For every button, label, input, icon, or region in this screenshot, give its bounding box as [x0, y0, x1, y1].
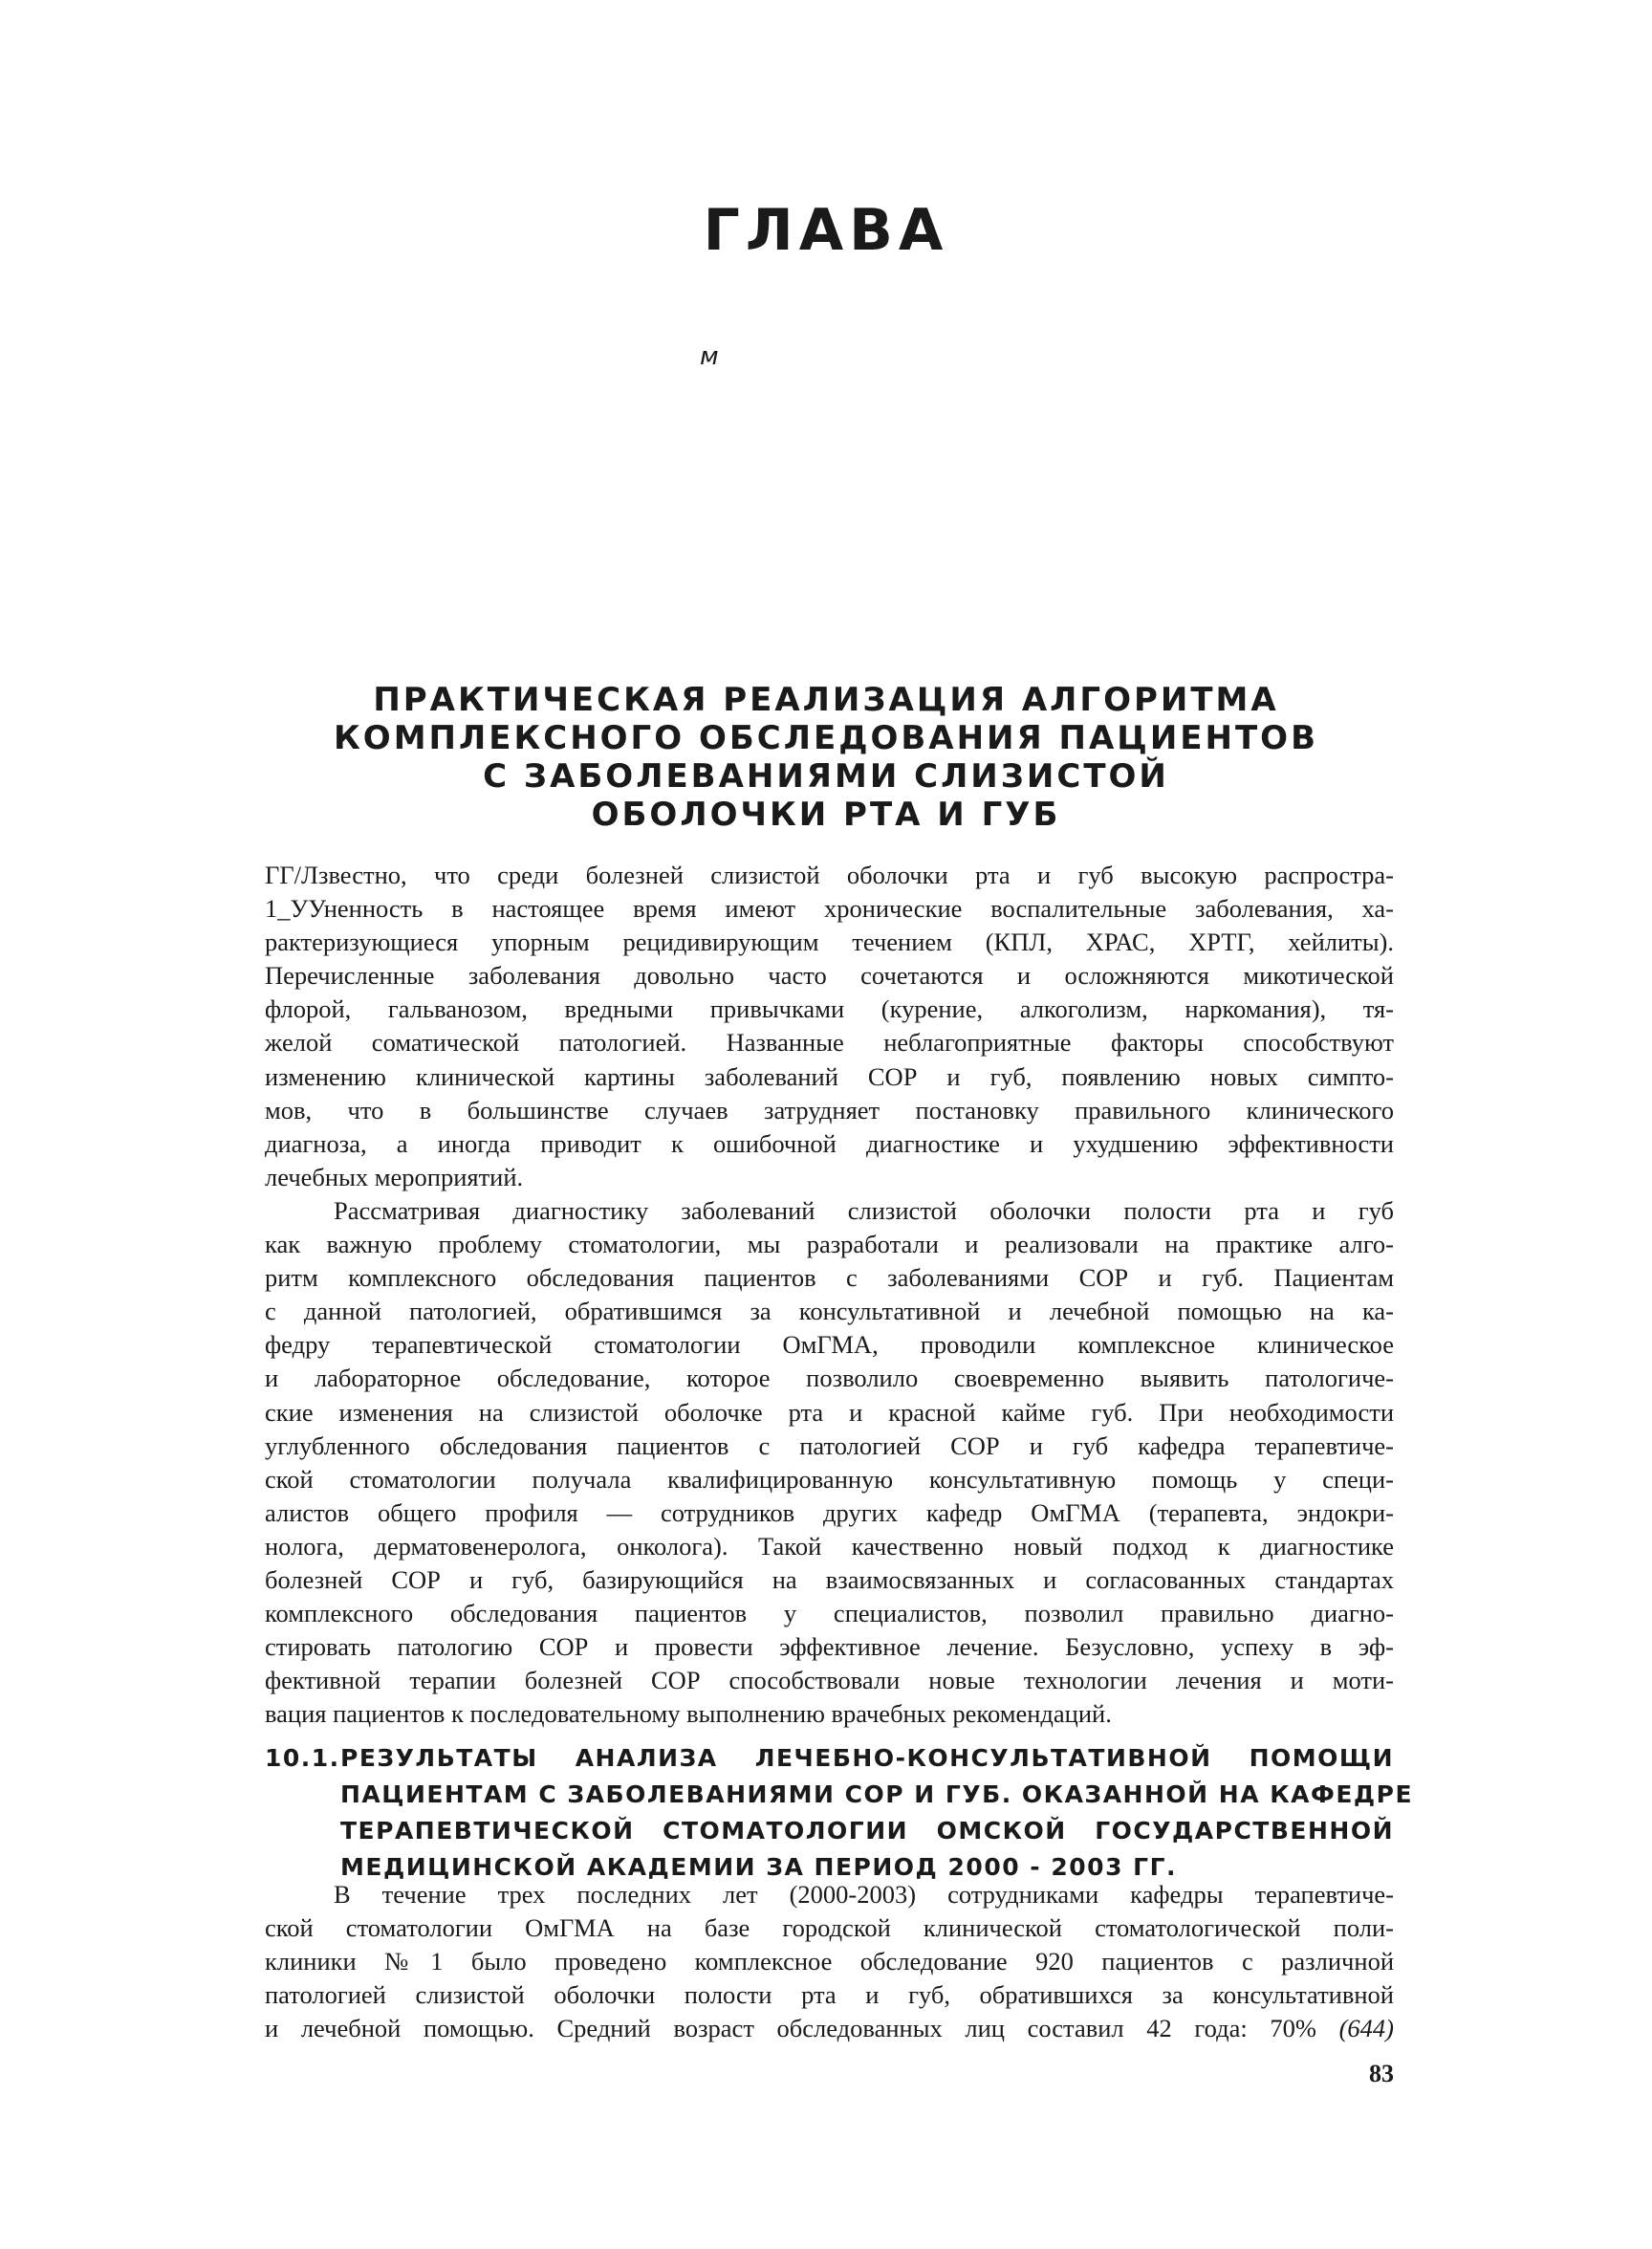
text-line: [265, 2012, 1394, 2045]
text-line: В течение трех последних лет (2000-2003) сотрудниками кафедры терапевтиче-: [334, 1880, 1394, 1909]
chapter-title-line: ПРАКТИЧЕСКАЯ РЕАЛИЗАЦИЯ АЛГОРИТМА: [373, 681, 1279, 719]
text-line: стировать патологию СОР и провести эффективное лечение. Безусловно, успеху в эф-: [265, 1632, 1394, 1662]
text-line: рактеризующиеся упорным рецидивирующим течением (КПЛ, ХРАС, ХРТГ, хейлиты).: [265, 928, 1394, 957]
intro-paragraph: [265, 859, 1394, 1194]
text-segment: и лечебной помощью. Средний возраст обследованных лиц составил 42 года: 70%: [265, 2014, 1316, 2043]
text-line: болезней СОР и губ, базирующийся на взаимосвязанных и согласованных стандартах: [265, 1564, 1394, 1594]
text-line: ской стоматологии получала квалифицированную консультативную помощь у специ-: [265, 1464, 1394, 1494]
text-line: патологией слизистой оболочки полости рта и губ, обратившихся за консультативной: [265, 1980, 1394, 2010]
text-line: ской стоматологии ОмГМА на базе городской клинической стоматологической поли-: [265, 1913, 1394, 1943]
section-title-line: ПАЦИЕНТАМ С ЗАБОЛЕВАНИЯМИ СОР И ГУБ. ОКАЗАННОЙ НА КАФЕДРЕ: [340, 1780, 1414, 1808]
section-title-line: РЕЗУЛЬТАТЫ АНАЛИЗА ЛЕЧЕБНО-КОНСУЛЬТАТИВНОЙ ПОМОЩИ: [340, 1744, 1394, 1772]
chapter-label: ГЛАВА: [703, 197, 949, 264]
text-line: федру терапевтической стоматологии ОмГМА, проводили комплексное клиническое: [265, 1330, 1394, 1360]
text-line: диагноза, а иногда приводит к ошибочной диагностике и ухудшению эффективности: [265, 1128, 1394, 1158]
text-line: флорой, гальванозом, вредными привычками (курение, алкоголизм, наркомания), тя-: [265, 994, 1394, 1024]
intro-text: [265, 859, 1394, 1731]
section-body: [265, 1878, 1394, 2045]
chapter-title-line: С ЗАБОЛЕВАНИЯМИ СЛИЗИСТОЙ: [483, 757, 1169, 796]
chapter-mark: м: [700, 342, 719, 371]
text-line: ГГ/Лзвестно, что среди болезней слизистой оболочки рта и губ высокую распростра-: [265, 861, 1394, 889]
text-line: как важную проблему стоматологии, мы разработали и реализовали на практике алго-: [265, 1230, 1394, 1259]
text-line: с данной патологией, обратившимся за консультативной и лечебной помощью на ка-: [265, 1297, 1394, 1326]
section-title-line: МЕДИЦИНСКОЙ АКАДЕМИИ ЗА ПЕРИОД 2000 - 2003 ГГ.: [340, 1853, 1178, 1881]
text-line: Рассматривая диагностику заболеваний слизистой оболочки полости рта и губ: [334, 1195, 1394, 1225]
text-line: ритм комплексного обследования пациентов с заболеваниями СОР и губ. Пациентам: [265, 1263, 1394, 1293]
page-number: 83: [1369, 2060, 1394, 2087]
section-number: 10.1.: [265, 1744, 340, 1772]
intro-paragraph: [265, 1194, 1394, 1732]
text-line: 1_УУненность в настоящее время имеют хронические воспалительные заболевания, ха-: [265, 894, 1394, 924]
text-line: комплексного обследования пациентов у специалистов, позволил правильно диагно-: [265, 1599, 1394, 1628]
text-line: вация пациентов к последовательному выполнению врачебных рекомендаций.: [265, 1699, 1112, 1729]
text-line: Перечисленные заболевания довольно часто сочетаются и осложняются микотической: [265, 961, 1394, 991]
chapter-title-line: ОБОЛОЧКИ РТА И ГУБ: [591, 796, 1061, 834]
section-title: [340, 1740, 1414, 1886]
section-title-line: ТЕРАПЕВТИЧЕСКОЙ СТОМАТОЛОГИИ ОМСКОЙ ГОСУДАРСТВЕННОЙ: [340, 1817, 1394, 1845]
text-line: лечебных мероприятий.: [265, 1162, 524, 1191]
text-line: углубленного обследования пациентов с патологией СОР и губ кафедра терапевтиче-: [265, 1430, 1394, 1460]
text-line: клиники №1 было проведено комплексное обследование 920 пациентов с различной: [265, 1947, 1394, 1976]
text-line: изменению клинической картины заболеваний СОР и губ, появлению новых симпто-: [265, 1061, 1394, 1091]
text-line: алистов общего профиля — сотрудников других кафедр ОмГМА (терапевта, эндокри-: [265, 1497, 1394, 1527]
chapter-title-line: КОМПЛЕКСНОГО ОБСЛЕДОВАНИЯ ПАЦИЕНТОВ: [334, 719, 1318, 757]
italic-count: (644): [1338, 2014, 1395, 2043]
text-line: ские изменения на слизистой оболочке рта и красной кайме губ. При необходимости: [265, 1397, 1394, 1427]
text-line: желой соматической патологией. Названные неблагоприятные факторы способствуют: [265, 1028, 1394, 1058]
text-line: фективной терапии болезней СОР способствовали новые технологии лечения и моти-: [265, 1666, 1394, 1695]
text-line: нолога, дерматовенеролога, онколога). Такой качественно новый подход к диагностике: [265, 1531, 1394, 1561]
text-line: мов, что в большинстве случаев затрудняет постановку правильного клинического: [265, 1095, 1394, 1124]
chapter-title: [0, 681, 1652, 834]
text-line: и лабораторное обследование, которое позволило своевременно выявить патологиче-: [265, 1364, 1394, 1393]
